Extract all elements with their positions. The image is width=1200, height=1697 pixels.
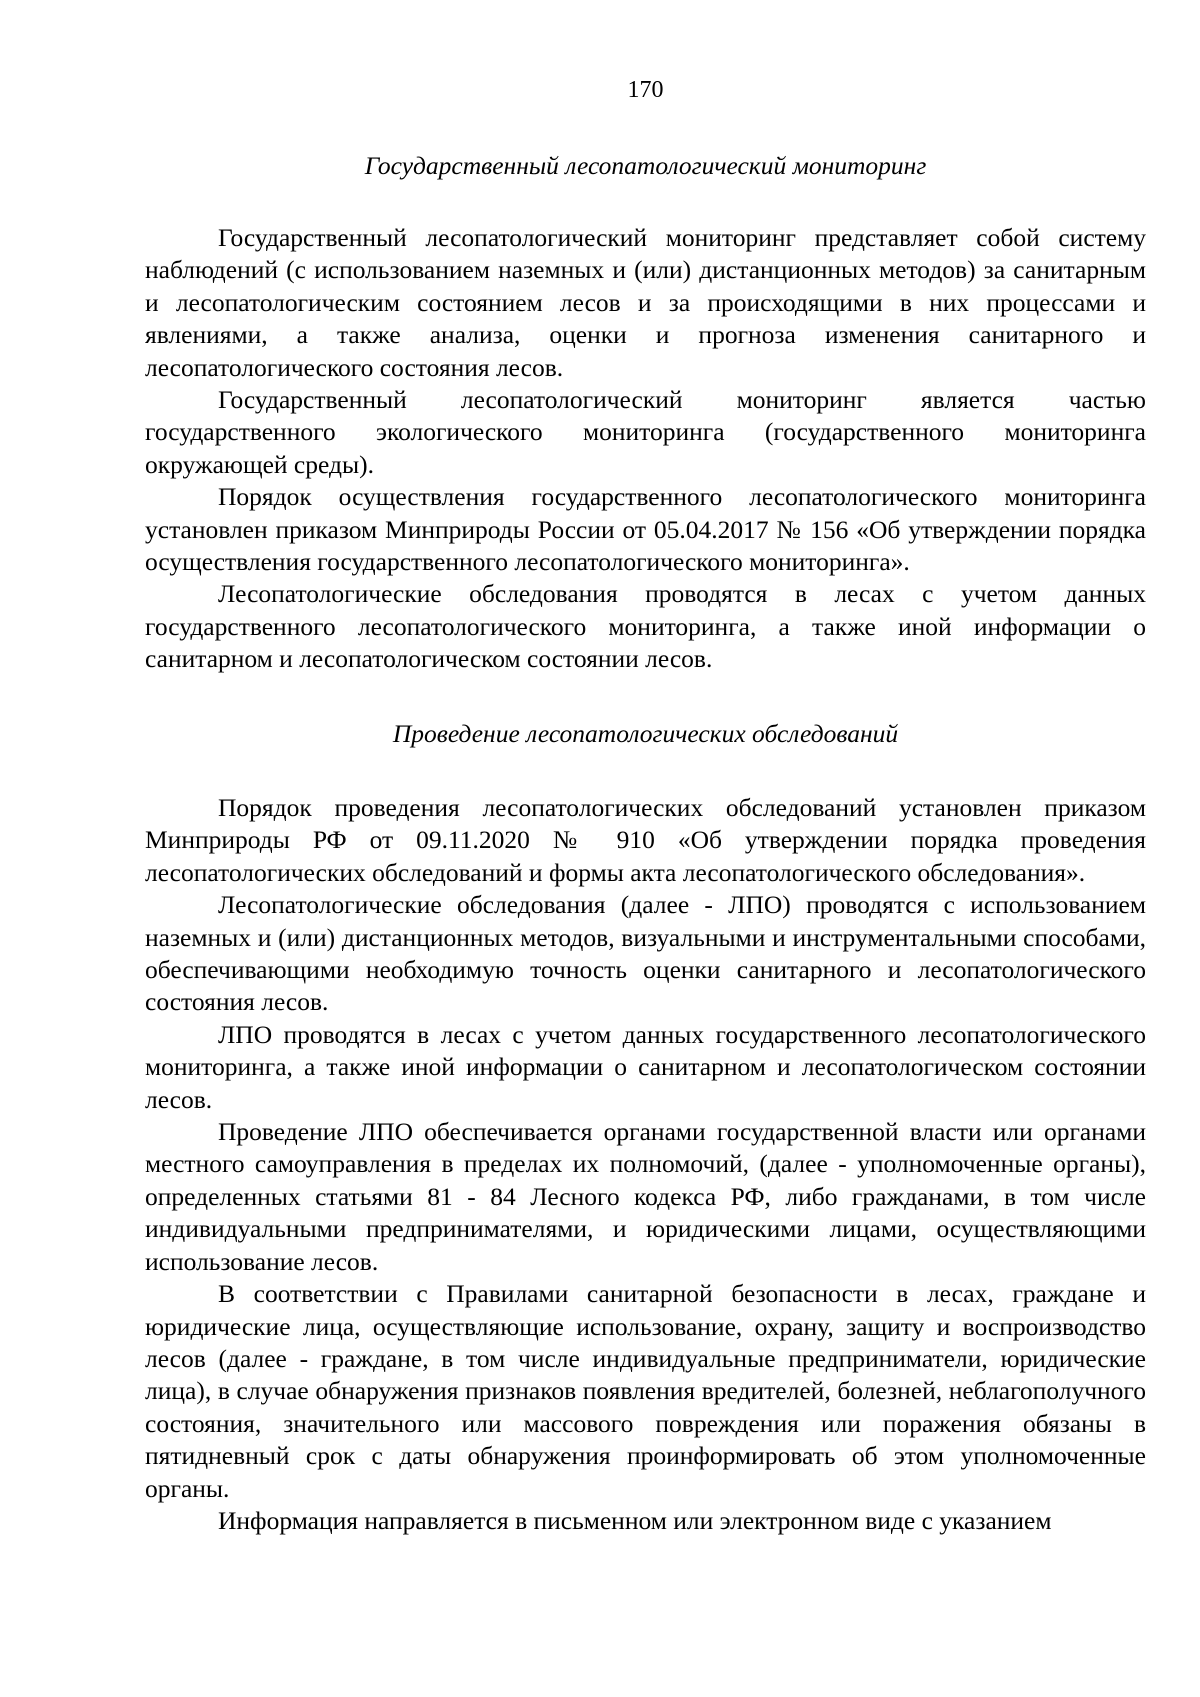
section-forest-pathology-monitoring (145, 150, 1146, 676)
section-forest-pathology-surveys (145, 718, 1146, 1537)
paragraph: Государственный лесопатологический мониторинг представляет собой систему наблюдений (с использованием наземных и (или) дистанционных методов) за санитарным и лесопатологическим состоянием лесов и за происходящими в них процессами и явлениями, а также анализа, оценки и прогноза изменения санитарного и лесопатологического состояния лесов. (145, 223, 1146, 382)
section-heading: Государственный лесопатологический мониторинг (364, 151, 927, 180)
paragraph: Информация направляется в письменном или электронном виде с указанием (218, 1505, 1052, 1535)
paragraph: Порядок осуществления государственного лесопатологического мониторинга установлен приказом Минприроды России от 05.04.2017 № 156 «Об утверждении порядка осуществления государственного лесопатологического мониторинга». (145, 482, 1146, 577)
paragraph: Лесопатологические обследования проводятся в лесах с учетом данных государственного лесопатологического мониторинга, а также иной информации о санитарном и лесопатологическом состоянии лесов. (145, 579, 1146, 674)
paragraph: ЛПО проводятся в лесах с учетом данных государственного лесопатологического мониторинга, а также иной информации о санитарном и лесопатологическом состоянии лесов. (145, 1019, 1146, 1114)
section-heading: Проведение лесопатологических обследований (392, 719, 899, 748)
paragraph: Порядок проведения лесопатологических обследований установлен приказом Минприроды РФ от 09.11.2020 № 910 «Об утверждении порядка проведения лесопатологических обследований и формы акта лесопатологического обследования». (145, 793, 1146, 887)
paragraph: Проведение ЛПО обеспечивается органами государственной власти или органами местного самоуправления в пределах их полномочий, (далее - уполномоченные органы), определенных статьями 81 - 84 Лесного кодекса РФ, либо гражданами, в том числе индивидуальными предпринимателями, и юридическими лицами, осуществляющими использование лесов. (145, 1117, 1146, 1276)
paragraph: В соответствии с Правилами санитарной безопасности в лесах, граждане и юридические лица, осуществляющие использование, охрану, защиту и воспроизводство лесов (далее - граждане, в том числе индивидуальные предприниматели, юридические лица), в случае обнаружения признаков появления вредителей, болезней, неблагополучного состояния, значительного или массового повреждения или поражения обязаны в пятидневный срок с даты обнаружения проинформировать об этом уполномоченные органы. (145, 1279, 1146, 1503)
page-number: 170 (627, 77, 664, 103)
paragraph: Лесопатологические обследования (далее - ЛПО) проводятся с использованием наземных и (или) дистанционных методов, визуальными и инструментальными способами, обеспечивающими необходимую точность оценки санитарного и лесопатологического состояния лесов. (145, 890, 1146, 1017)
paragraph: Государственный лесопатологический мониторинг является частью государственного экологического мониторинга (государственного мониторинга окружающей среды). (145, 385, 1146, 479)
section-body (145, 222, 1146, 676)
section-body (145, 792, 1146, 1537)
